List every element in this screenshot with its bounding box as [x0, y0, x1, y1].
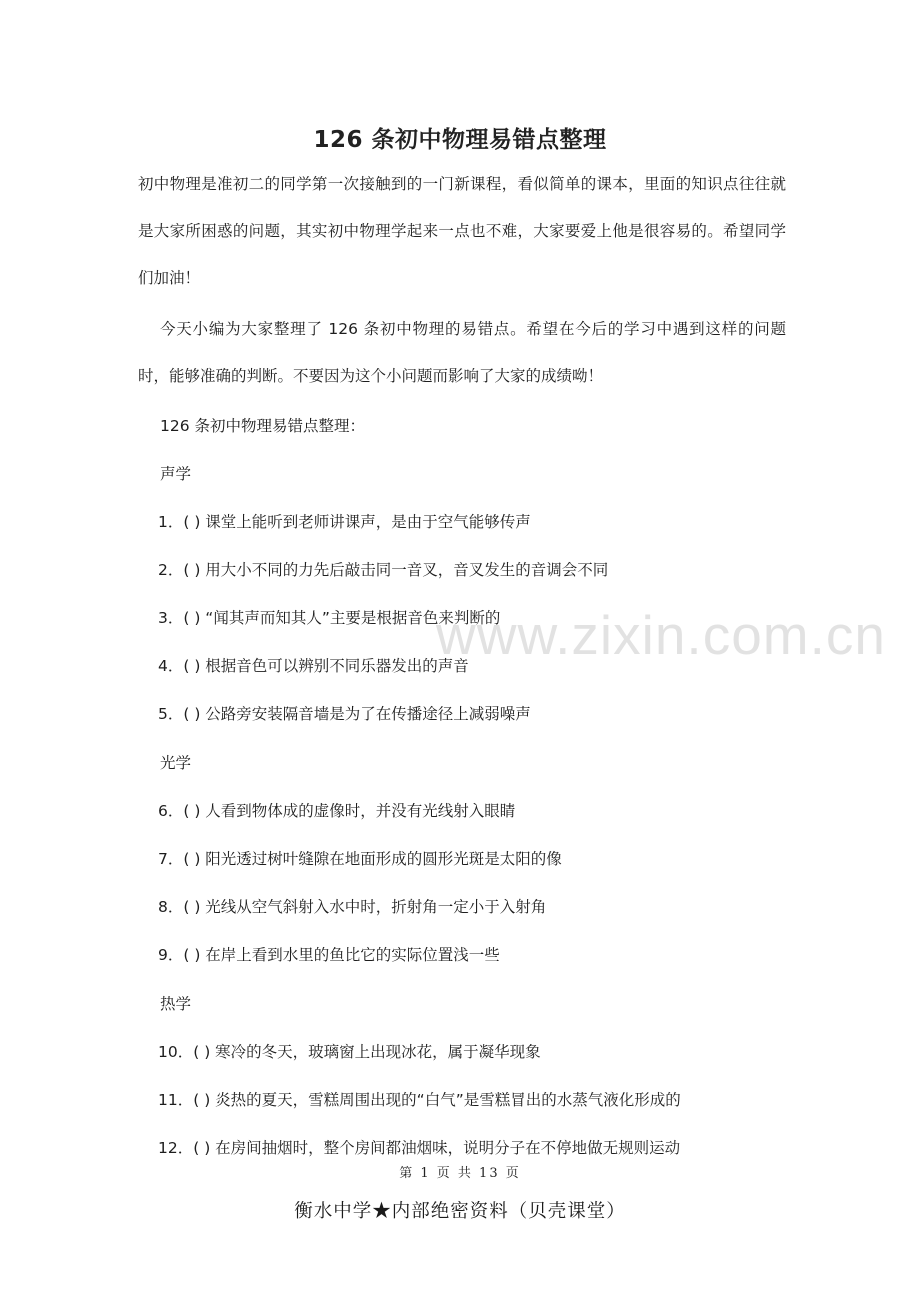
list-item: 12．( ) 在房间抽烟时，整个房间都油烟味，说明分子在不停地做无规则运动 — [158, 1139, 681, 1157]
section-heading-acoustics: 声学 — [160, 465, 192, 483]
intro-paragraph-2: 今天小编为大家整理了 126 条初中物理的易错点。希望在今后的学习中遇到这样的问题时，能够准确的判断。不要因为这个小问题而影响了大家的成绩呦！ — [138, 320, 786, 385]
list-item: 5．( ) 公路旁安装隔音墙是为了在传播途径上减弱噪声 — [158, 705, 531, 723]
list-item: 8．( ) 光线从空气斜射入水中时，折射角一定小于入射角 — [158, 898, 547, 916]
list-item: 3．( ) “闻其声而知其人”主要是根据音色来判断的 — [158, 609, 501, 627]
source-stamp: 衡水中学★内部绝密资料（贝壳课堂） — [294, 1201, 626, 1222]
section-heading-optics: 光学 — [160, 754, 192, 772]
page-number: 第 1 页 共 13 页 — [399, 1166, 521, 1181]
list-item: 9．( ) 在岸上看到水里的鱼比它的实际位置浅一些 — [158, 946, 500, 964]
list-heading: 126 条初中物理易错点整理： — [160, 417, 366, 435]
list-item: 2．( ) 用大小不同的力先后敲击同一音叉，音叉发生的音调会不同 — [158, 561, 609, 579]
list-item: 4．( ) 根据音色可以辨别不同乐器发出的声音 — [158, 657, 469, 675]
list-item: 1．( ) 课堂上能听到老师讲课声，是由于空气能够传声 — [158, 513, 531, 531]
list-item: 6．( ) 人看到物体成的虚像时，并没有光线射入眼睛 — [158, 802, 516, 820]
list-item: 7．( ) 阳光透过树叶缝隙在地面形成的圆形光斑是太阳的像 — [158, 850, 562, 868]
list-item: 11．( ) 炎热的夏天，雪糕周围出现的“白气”是雪糕冒出的水蒸气液化形成的 — [158, 1091, 681, 1109]
watermark: www.zixin.com.cn — [436, 604, 886, 666]
section-heading-thermal: 热学 — [160, 995, 192, 1013]
page-title: 126 条初中物理易错点整理 — [313, 127, 607, 153]
list-item: 10．( ) 寒冷的冬天，玻璃窗上出现冰花，属于凝华现象 — [158, 1043, 541, 1061]
intro-paragraph: 初中物理是准初二的同学第一次接触到的一门新课程，看似简单的课本，里面的知识点往往就是大家所困惑的问题，其实初中物理学起来一点也不难，大家要爱上他是很容易的。希望同学们加油！ — [138, 175, 786, 287]
